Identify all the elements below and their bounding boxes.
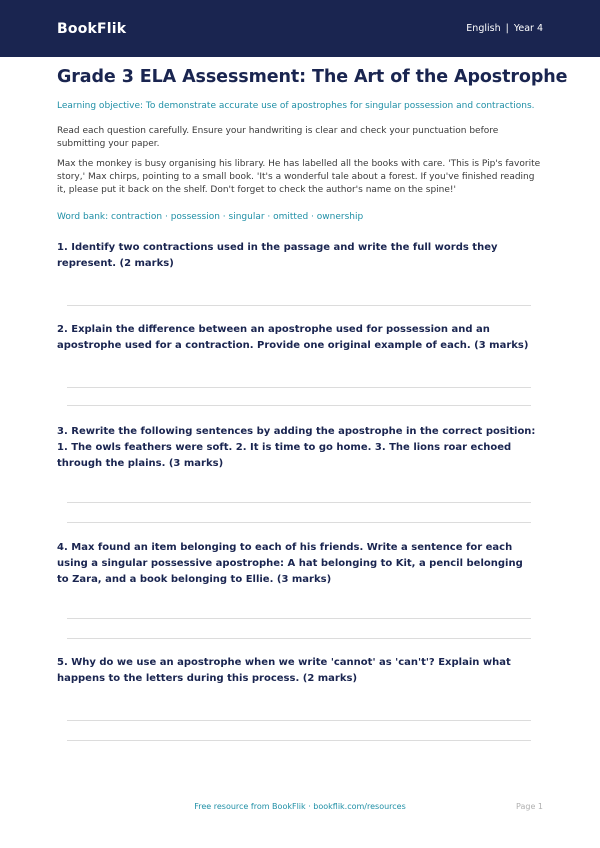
question-2: 2. Explain the difference between an apostrophe used for possession and an apostrophe used for a contraction. Provide one original example of each. (3 marks): [57, 324, 529, 351]
meta-separator: |: [505, 23, 509, 34]
brand-logo[interactable]: BookFlik: [57, 20, 127, 37]
question-1: 1. Identify two contractions used in the passage and write the full words they represent. (2 marks): [57, 242, 498, 269]
answer-line[interactable]: [67, 740, 531, 741]
year-label: Year 4: [513, 23, 543, 34]
footer-resource-link[interactable]: Free resource from BookFlik · bookflik.com/resources: [194, 802, 406, 811]
question-5: 5. Why do we use an apostrophe when we write 'cannot' as 'can't'? Explain what happens to the letters during this process. (2 marks): [57, 657, 511, 684]
subject-label: English: [466, 23, 501, 34]
passage-text: Max the monkey is busy organising his library. He has labelled all the books with care. 'This is Pip's favorite story,' Max chirps, pointing to a small book. 'It's a wonderful tale about a forest. If you've finished reading it, please put it back on the shelf. Don't forget to check the author's name on the spine!': [57, 159, 541, 195]
answer-line[interactable]: [67, 502, 531, 503]
answer-line[interactable]: [67, 522, 531, 523]
answer-line[interactable]: [67, 305, 531, 306]
answer-line[interactable]: [67, 720, 531, 721]
answer-line[interactable]: [67, 405, 531, 406]
page-number: Page 1: [516, 802, 543, 811]
page-title: Grade 3 ELA Assessment: The Art of the Apostrophe: [57, 67, 568, 87]
question-3: 3. Rewrite the following sentences by adding the apostrophe in the correct position: 1. The owls feathers were soft. 2. It is time to go home. 3. The lions roar echoed through the plains. (3 marks): [57, 426, 536, 469]
question-4: 4. Max found an item belonging to each of his friends. Write a sentence for each using a singular possessive apostrophe: A hat belonging to Kit, a pencil belonging to Zara, and a book belonging to Ellie. (3 marks): [57, 542, 523, 585]
header-meta: [466, 23, 543, 34]
word-bank: Word bank: contraction · possession · singular · omitted · ownership: [57, 212, 364, 222]
answer-line[interactable]: [67, 638, 531, 639]
header-bar: [0, 0, 600, 57]
answer-line[interactable]: [67, 387, 531, 388]
learning-objective: Learning objective: To demonstrate accurate use of apostrophes for singular possession and contractions.: [57, 101, 535, 111]
answer-line[interactable]: [67, 618, 531, 619]
instructions-text: Read each question carefully. Ensure your handwriting is clear and check your punctuation before submitting your paper.: [57, 126, 499, 149]
